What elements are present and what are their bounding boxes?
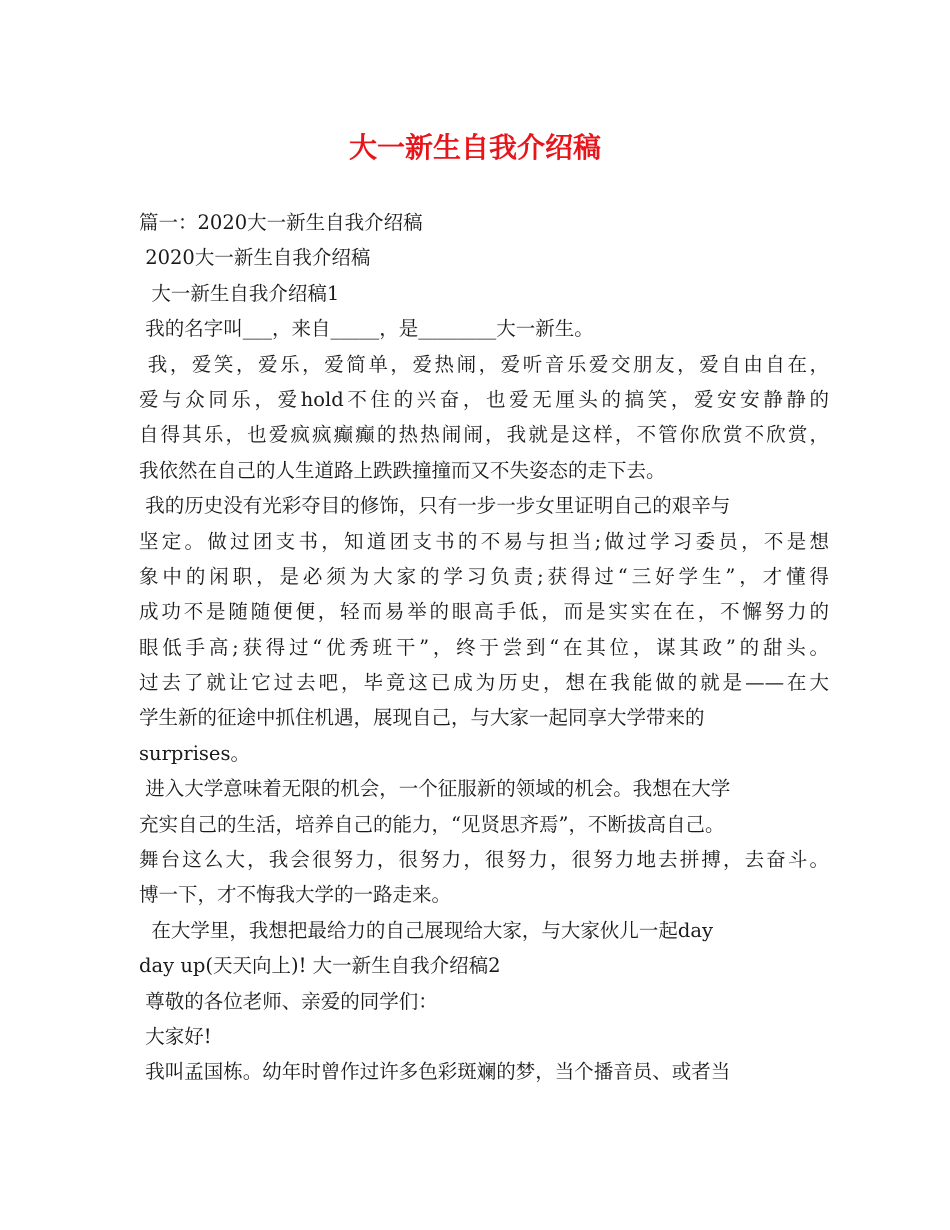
text-line: 爱与众同乐，爱hold不住的兴奋，也爱无厘头的搞笑，爱安安静静的: [139, 387, 829, 411]
text-line: 博一下，才不悔我大学的一路走来。: [139, 883, 452, 907]
text-line: 我的历史没有光彩夺目的修饰，只有一步一步女里证明自己的艰辛与: [139, 494, 731, 518]
document-body: [139, 205, 829, 1090]
text-line: 象中的闲职，是必须为大家的学习负责;获得过“三好学生”，才懂得: [139, 564, 829, 588]
text-line: 进入大学意味着无限的机会，一个征服新的领域的机会。我想在大学: [139, 777, 731, 801]
text-line: 我的名字叫___，来自_____，是________大一新生。: [139, 317, 594, 341]
text-line: 过去了就让它过去吧，毕竟这已成为历史，想在我能做的就是——在大: [139, 671, 829, 695]
text-line: 大家好!: [139, 1024, 212, 1048]
text-line: day up(天天向上)! 大一新生自我介绍稿2: [139, 954, 501, 978]
text-line: 我，爱笑，爱乐，爱简单，爱热闹，爱听音乐爱交朋友，爱自由自在，: [139, 352, 829, 376]
text-line: 学生新的征途中抓住机遇，展现自己，与大家一起同享大学带来的: [139, 706, 705, 730]
text-line: 2020大一新生自我介绍稿: [139, 246, 371, 270]
text-line: 篇一：2020大一新生自我介绍稿: [139, 211, 423, 234]
text-line: 舞台这么大，我会很努力，很努力，很努力，很努力地去拼搏，去奋斗。: [139, 848, 829, 872]
text-line: surprises。: [139, 741, 250, 765]
text-line: 坚定。做过团支书，知道团支书的不易与担当;做过学习委员，不是想: [139, 529, 829, 553]
text-line: 大一新生自我介绍稿1: [139, 281, 340, 305]
text-line: 在大学里，我想把最给力的自己展现给大家，与大家伙儿一起day: [139, 918, 714, 942]
text-line: 充实自己的生活，培养自己的能力，“见贤思齐焉”，不断拔高自己。: [139, 812, 725, 836]
text-line: 自得其乐，也爱疯疯癫癫的热热闹闹，我就是这样，不管你欣赏不欣赏，: [139, 423, 829, 447]
text-line: 我依然在自己的人生道路上跌跌撞撞而又不失姿态的走下去。: [139, 458, 666, 482]
text-line: 成功不是随随便便，轻而易举的眼高手低，而是实实在在，不懈努力的: [139, 600, 829, 624]
text-line: 尊敬的各位老师、亲爱的同学们：: [139, 989, 438, 1013]
text-line: 我叫孟国栋。幼年时曾作过许多色彩斑斓的梦，当个播音员、或者当: [139, 1060, 731, 1084]
text-line: 眼低手高;获得过“优秀班干”，终于尝到“在其位，谋其政”的甜头。: [139, 635, 829, 659]
document-title: 大一新生自我介绍稿: [348, 131, 601, 164]
